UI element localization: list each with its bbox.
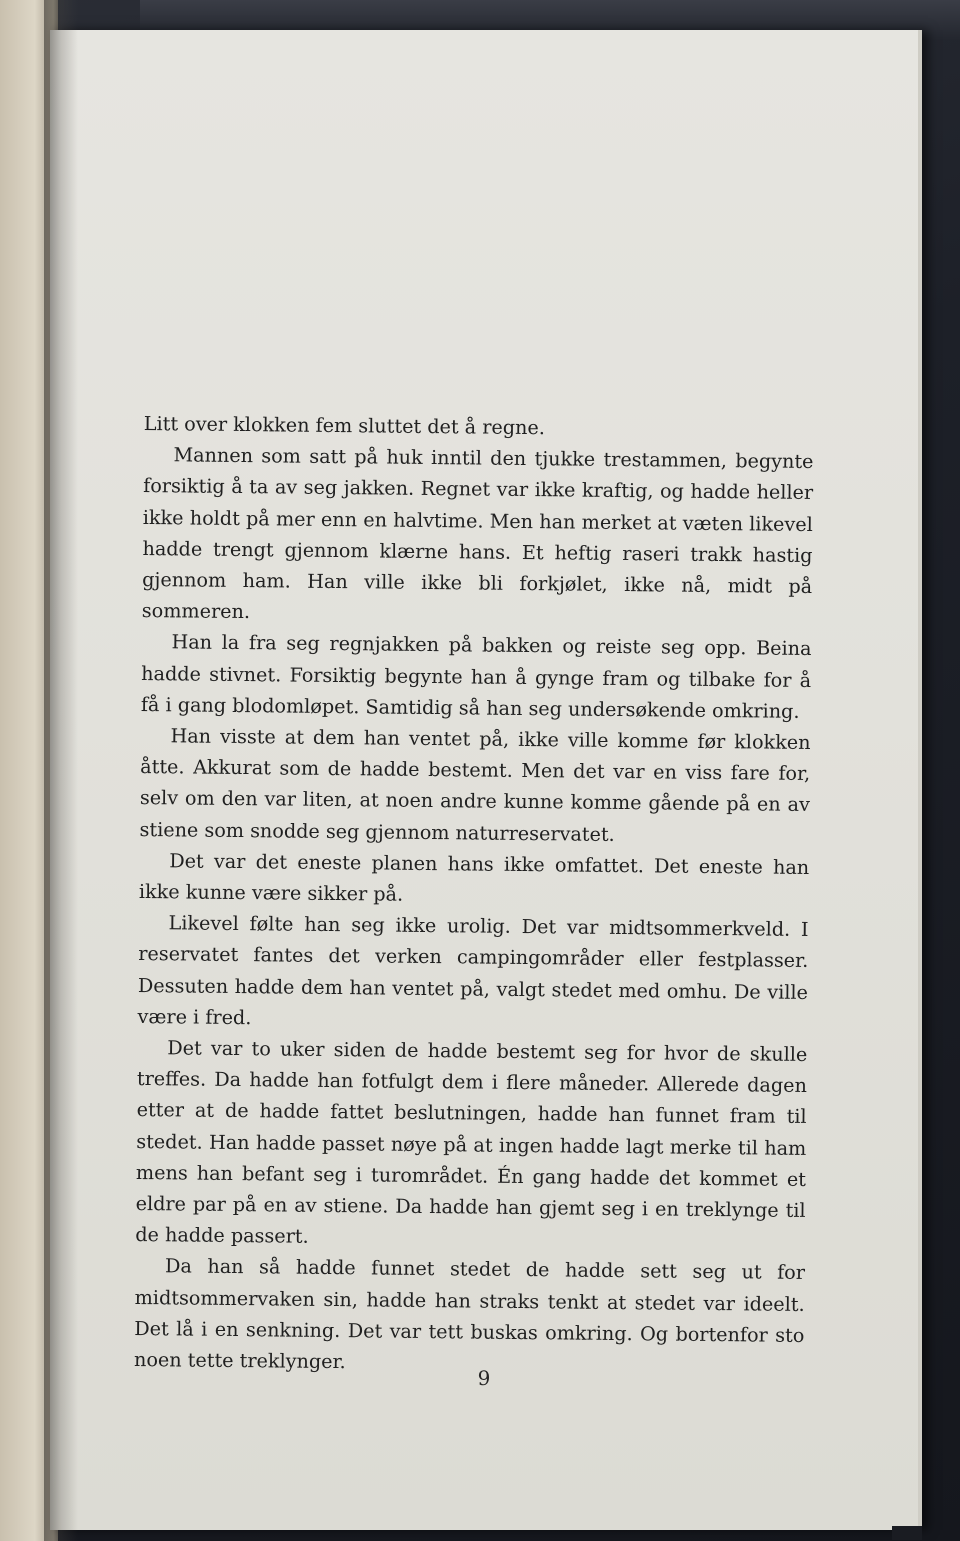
paragraph: Litt over klokken fem sluttet det å regne. (143, 411, 546, 440)
paragraph: Det var det eneste planen hans ikke omfattet. Det eneste han ikke kunne være sikker på. (138, 849, 810, 906)
spine-shadow (44, 0, 78, 1541)
page-number: 9 (477, 1366, 491, 1390)
paragraph: Han la fra seg regnjakken på bakken og reiste seg opp. Beina hadde stivnet. Forsiktig begynte han å gynge fram og tilbake for å få i gang blodomløpet. Samtidig så han seg undersøkende omkring. (140, 630, 812, 723)
page-corner-shadow (892, 1526, 922, 1540)
paragraph: Da han så hadde funnet stedet de hadde sett seg ut for midtsommervaken sin, hadde han straks tenkt at stedet var ideelt. Det lå i en senkning. Det var tett buskas omkring. Og bortenfor sto noen tette treklynger. (133, 1254, 806, 1374)
book-page (50, 30, 922, 1530)
body-text (134, 408, 814, 1382)
paragraph: Likevel følte han seg ikke urolig. Det var midtsommerkveld. I reservatet fantes det verken campingområder eller festplasser. Dessuten hadde dem han ventet på, valgt stedet med omhu. De ville være i fred. (137, 911, 809, 1030)
paragraph: Han visste at dem han ventet på, ikke ville komme før klokken åtte. Akkurat som de hadde bestemt. Men det var en viss fare for, selv om den var liten, at noen andre kunne komme gående på en av stiene som snodde seg gjennom naturreservatet. (139, 724, 811, 846)
paragraph: Mannen som satt på huk inntil den tjukke trestammen, begynte forsiktig å ta av seg jakken. Regnet var ikke kraftig, og hadde heller ikke holdt på mer enn en halvtime. Men han merket at væten likevel hadde trengt gjennom klærne hans. Et heftig raseri trakk hastig gjennom ham. Han ville ikke bli forkjølet, ikke nå, midt på sommeren. (141, 443, 814, 624)
paragraph: Det var to uker siden de hadde bestemt seg for hvor de skulle treffes. Da hadde han fotfulgt dem i flere måneder. Allerede dagen etter at de hadde fattet beslutningen, hadde han funnet fram til stedet. Han hadde passet nøye på at ingen hadde lagt merke til ham mens han befant seg i turområdet. Én gang hadde det kommet et eldre par på en av stiene. Da hadde han gjemt seg i en treklynge til de hadde passert. (135, 1036, 808, 1249)
